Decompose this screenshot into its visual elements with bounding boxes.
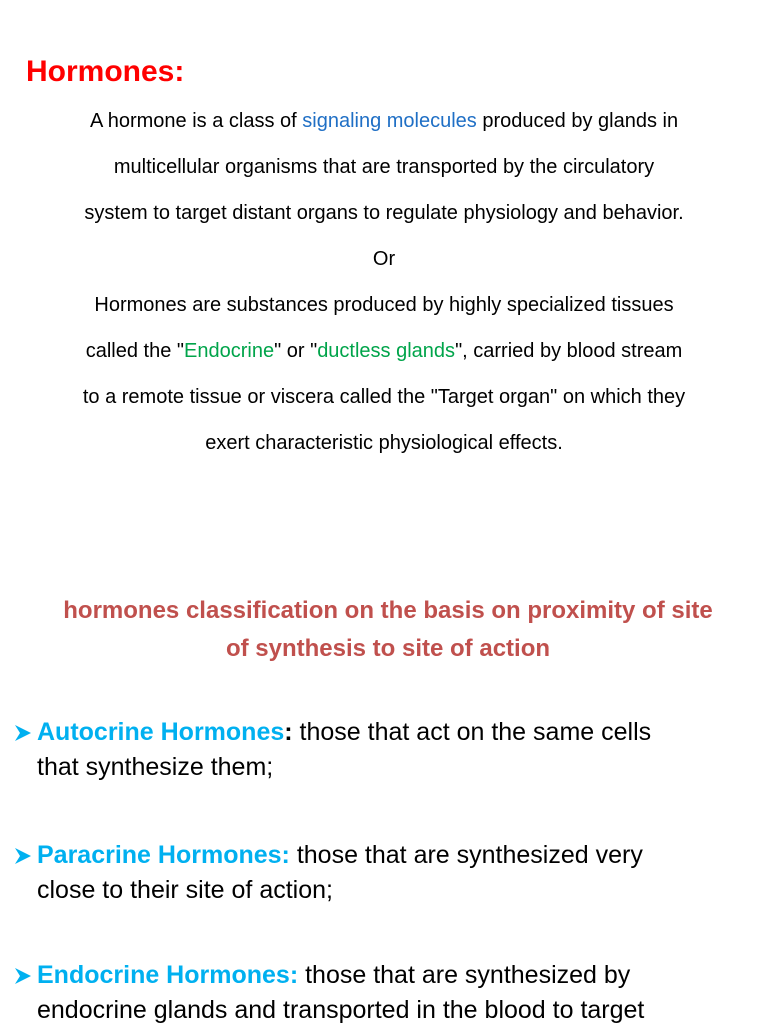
autocrine-line-2: that synthesize them; — [37, 753, 274, 781]
arrow-bullet-icon — [8, 715, 37, 750]
definition-2-line-1: Hormones are substances produced by highly specialized tissues — [94, 294, 674, 316]
definition-2-line-3: to a remote tissue or viscera called the "Target organ" on which they — [82, 386, 686, 408]
endocrine-line-2: endocrine glands and transported in the blood to target — [37, 996, 645, 1024]
ductless-glands-term: ductless glands — [317, 340, 456, 362]
classification-heading-line-1: hormones classification on the basis on proximity of site — [63, 597, 713, 624]
autocrine-line-1: Autocrine Hormones: those that act on the same cells — [37, 718, 652, 746]
or-separator: Or — [372, 248, 396, 270]
definition-2-line-4: exert characteristic physiological effects. — [205, 432, 563, 454]
paracrine-term: Paracrine Hormones: — [37, 841, 290, 869]
list-item-autocrine — [8, 715, 768, 785]
endocrine-hormones-term: Endocrine Hormones: — [37, 961, 299, 989]
page-title: Hormones: — [26, 55, 185, 88]
arrow-bullet-icon — [8, 838, 37, 873]
endocrine-line-1: Endocrine Hormones: those that are synthesized by — [37, 961, 631, 989]
list-item-paracrine — [8, 838, 768, 908]
list-item-endocrine — [8, 958, 768, 1024]
classification-heading — [0, 592, 768, 668]
definition-1-line-2: multicellular organisms that are transported by the circulatory — [113, 156, 655, 178]
signaling-molecules-link[interactable]: signaling molecules — [302, 110, 477, 132]
arrow-bullet-icon — [8, 958, 37, 993]
definition-1-line-3: system to target distant organs to regulate physiology and behavior. — [84, 202, 684, 224]
paracrine-line-2: close to their site of action; — [37, 876, 333, 904]
definition-1-line-1: A hormone is a class of signaling molecules produced by glands in — [89, 110, 679, 132]
endocrine-term: Endocrine — [184, 340, 275, 362]
paracrine-line-1: Paracrine Hormones: those that are synthesized very — [37, 841, 643, 869]
definition-paragraph-1 — [0, 98, 768, 236]
definition-2-line-2: called the "Endocrine" or "ductless glands", carried by blood stream — [85, 340, 683, 362]
autocrine-term: Autocrine Hormones — [37, 718, 285, 746]
definition-paragraph-2 — [0, 282, 768, 466]
classification-heading-line-2: of synthesis to site of action — [225, 635, 551, 662]
